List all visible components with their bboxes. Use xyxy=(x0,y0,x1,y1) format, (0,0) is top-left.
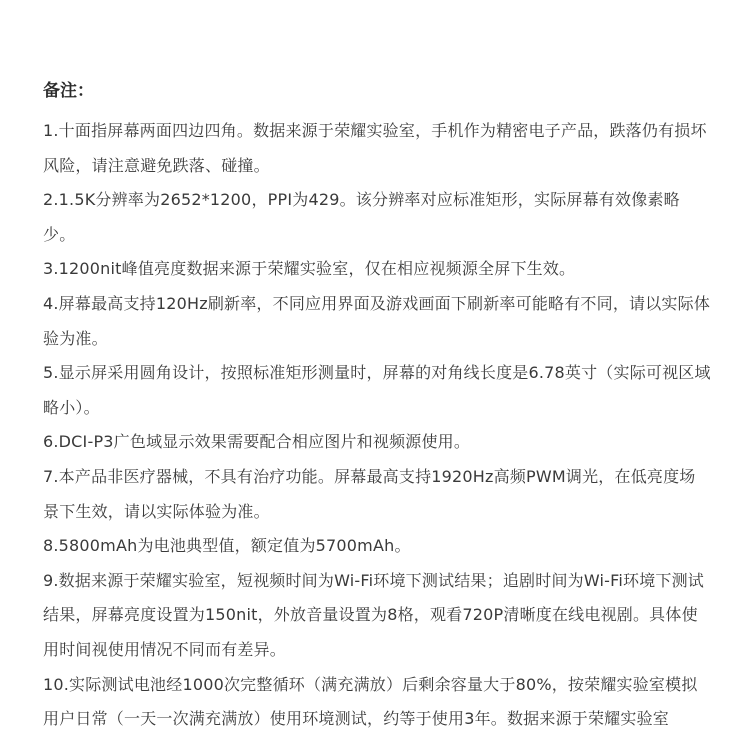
note-item-3: 3.1200nit峰值亮度数据来源于荣耀实验室，仅在相应视频源全屏下生效。 xyxy=(43,259,576,279)
note-item-10: 10.实际测试电池经1000次完整循环（满充满放）后剩余容量大于80%，按荣耀实验室模拟用户日常（一天一次满充满放）使用环境测试，约等于使用3年。数据来源于荣耀实验室 xyxy=(43,674,698,729)
note-item-7: 7.本产品非医疗器械，不具有治疗功能。屏幕最高支持1920Hz高频PWM调光，在低亮度场景下生效，请以实际体验为准。 xyxy=(43,466,696,521)
note-item-8: 8.5800mAh为电池典型值，额定值为5700mAh。 xyxy=(43,536,411,556)
note-item-5: 5.显示屏采用圆角设计，按照标准矩形测量时，屏幕的对角线长度是6.78英寸（实际可视区域略小）。 xyxy=(43,363,711,417)
note-item-1: 1.十面指屏幕两面四边四角。数据来源于荣耀实验室，手机作为精密电子产品，跌落仍有损坏风险，请注意避免跌落、碰撞。 xyxy=(43,121,707,175)
note-item-4: 4.屏幕最高支持120Hz刷新率，不同应用界面及游戏画面下刷新率可能略有不同，请以实际体验为准。 xyxy=(43,293,711,348)
notes-document xyxy=(43,76,711,737)
note-item-9: 9.数据来源于荣耀实验室，短视频时间为Wi-Fi环境下测试结果；追剧时间为Wi-Fi环境下测试结果，屏幕亮度设置为150nit，外放音量设置为8格，观看720P清晰度在线电视剧。具体使用时间视使用情况不同而有差异。 xyxy=(43,570,705,659)
notes-title: 备注： xyxy=(43,81,94,101)
note-item-6: 6.DCI-P3广色域显示效果需要配合相应图片和视频源使用。 xyxy=(43,432,471,452)
note-item-2: 2.1.5K分辨率为2652*1200，PPI为429。该分辨率对应标准矩形，实际屏幕有效像素略少。 xyxy=(43,190,680,244)
